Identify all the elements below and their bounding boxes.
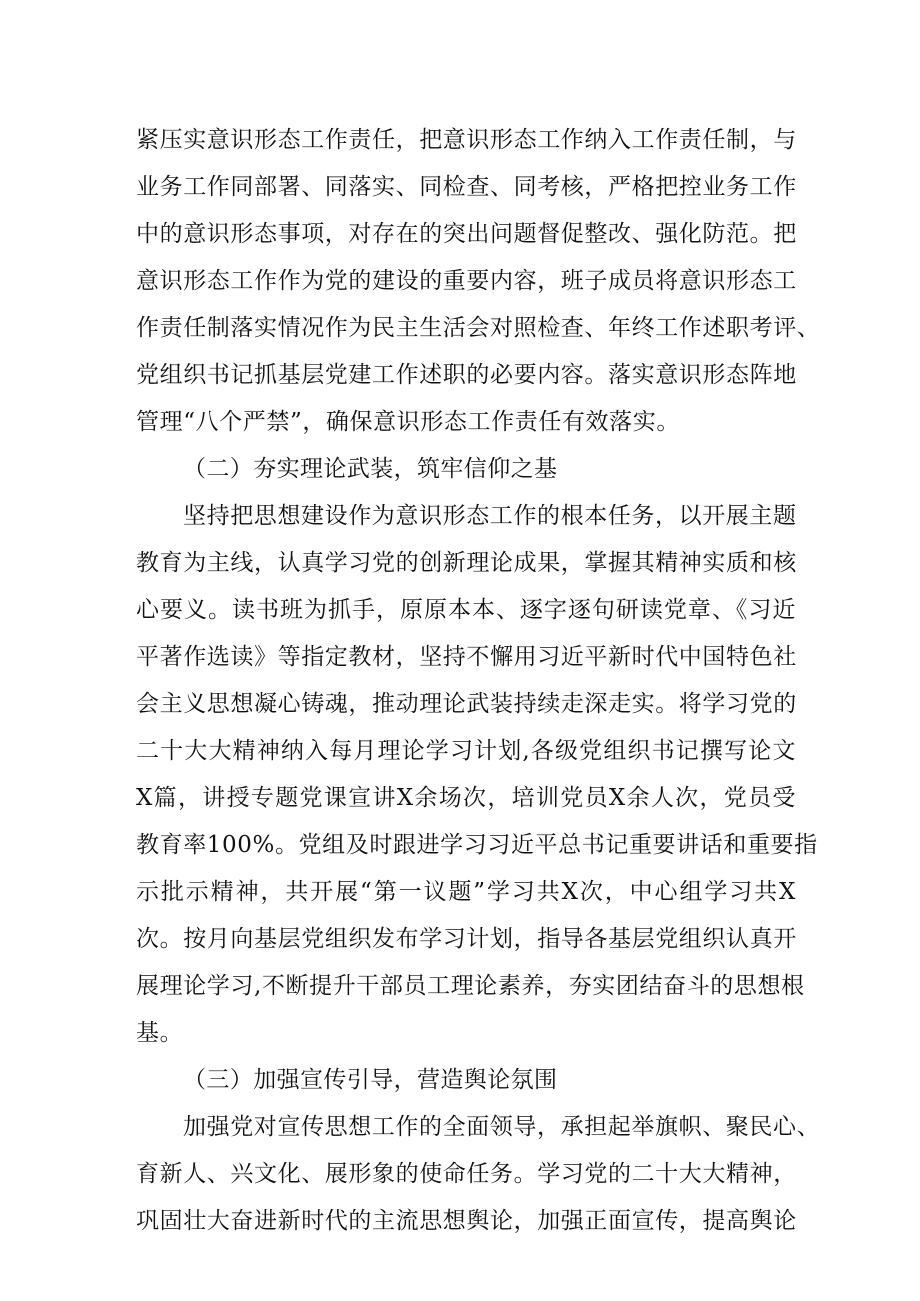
text-line: 业务工作同部署、同落实、同检查、同考核，严格把控业务工作 — [136, 174, 797, 200]
text-line: 基。 — [136, 1020, 184, 1046]
text-line: 教育率100%。党组及时跟进学习习近平总书记重要讲话和重要指 — [136, 832, 818, 858]
text-line: 管理“八个严禁”，确保意识形态工作责任有效落实。 — [136, 409, 680, 435]
text-line: 党组织书记抓基层党建工作述职的必要内容。落实意识形态阵地 — [136, 362, 797, 388]
text-line: 教育为主线，认真学习党的创新理论成果，掌握其精神实质和核 — [136, 550, 797, 576]
text-line: 作责任制落实情况作为民主生活会对照检查、年终工作述职考评、 — [136, 315, 821, 341]
text-line: 展理论学习,不断提升干部员工理论素养，夯实团结奋斗的思想根 — [136, 973, 805, 999]
text-line: 中的意识形态事项，对存在的突出问题督促整改、强化防范。把 — [136, 221, 797, 247]
text-line: 坚持把思想建设作为意识形态工作的根本任务，以开展主题 — [183, 503, 797, 529]
section-heading: （二）夯实理论武装，筑牢信仰之基 — [183, 456, 558, 482]
text-line: 意识形态工作作为党的建设的重要内容，班子成员将意识形态工 — [136, 268, 797, 294]
section-heading: （三）加强宣传引导，营造舆论氛围 — [183, 1067, 558, 1093]
text-line: 心要义。读书班为抓手，原原本本、逐字逐句研读党章、《习近 — [136, 597, 796, 623]
text-line: 巩固壮大奋进新时代的主流思想舆论，加强正面宣传，提高舆论 — [136, 1208, 797, 1234]
text-line: 会主义思想凝心铸魂，推动理论武装持续走深走实。将学习党的 — [136, 691, 797, 717]
text-line: 示批示精神，共开展“第一议题”学习共X次，中心组学习共X — [136, 879, 796, 905]
text-line: 育新人、兴文化、展形象的使命任务。学习党的二十大大精神， — [136, 1161, 797, 1187]
text-line: 次。按月向基层党组织发布学习计划，指导各基层党组织认真开 — [136, 926, 797, 952]
text-line: 二十大大精神纳入每月理论学习计划,各级党组织书记撰写论文 — [136, 738, 796, 764]
text-line: 紧压实意识形态工作责任，把意识形态工作纳入工作责任制，与 — [136, 127, 797, 153]
text-line: 平著作选读》等指定教材，坚持不懈用习近平新时代中国特色社 — [136, 644, 797, 670]
text-line: X篇，讲授专题党课宣讲X余场次，培训党员X余人次，党员受 — [136, 785, 796, 811]
text-line: 加强党对宣传思想工作的全面领导，承担起举旗帜、聚民心、 — [183, 1114, 821, 1140]
